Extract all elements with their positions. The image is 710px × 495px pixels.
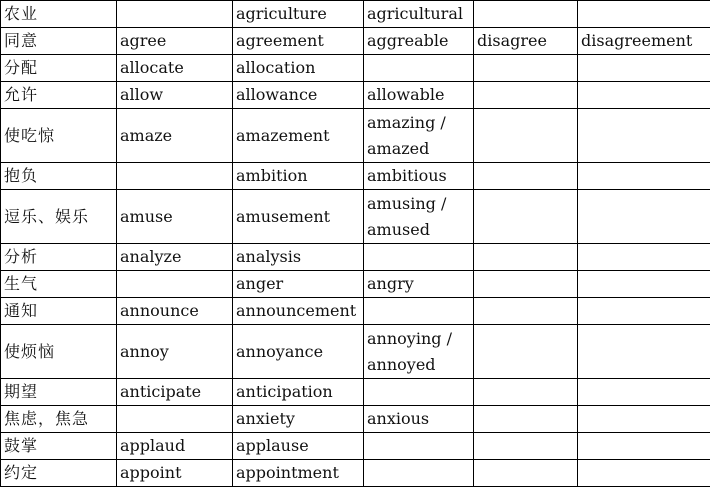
adjective-cell[interactable]: ambitious	[364, 163, 474, 190]
negative-noun-cell[interactable]	[578, 271, 710, 298]
negative-verb-cell[interactable]	[474, 406, 578, 433]
negative-noun-cell[interactable]	[578, 460, 710, 487]
chinese-meaning-cell[interactable]: 鼓掌	[1, 433, 117, 460]
chinese-meaning-cell[interactable]: 逗乐、娱乐	[1, 190, 117, 244]
adjective-cell[interactable]	[364, 460, 474, 487]
chinese-meaning-cell[interactable]: 使吃惊	[1, 109, 117, 163]
table-row	[1, 298, 710, 325]
noun-cell[interactable]: ambition	[233, 163, 364, 190]
negative-verb-cell[interactable]	[474, 190, 578, 244]
verb-cell[interactable]	[117, 1, 233, 28]
table-row	[1, 1, 710, 28]
adjective-cell[interactable]: anxious	[364, 406, 474, 433]
negative-verb-cell[interactable]	[474, 244, 578, 271]
verb-cell[interactable]: allow	[117, 82, 233, 109]
chinese-meaning-cell[interactable]: 抱负	[1, 163, 117, 190]
verb-cell[interactable]: annoy	[117, 325, 233, 379]
chinese-meaning-cell[interactable]: 期望	[1, 379, 117, 406]
negative-noun-cell[interactable]	[578, 433, 710, 460]
noun-cell[interactable]: applause	[233, 433, 364, 460]
verb-cell[interactable]: analyze	[117, 244, 233, 271]
verb-cell[interactable]: amaze	[117, 109, 233, 163]
negative-verb-cell[interactable]: disagree	[474, 28, 578, 55]
adjective-cell[interactable]: annoying / annoyed	[364, 325, 474, 379]
verb-cell[interactable]: appoint	[117, 460, 233, 487]
verb-cell[interactable]: anticipate	[117, 379, 233, 406]
chinese-meaning-cell[interactable]: 允许	[1, 82, 117, 109]
adjective-cell[interactable]	[364, 244, 474, 271]
verb-cell[interactable]: announce	[117, 298, 233, 325]
noun-cell[interactable]: announcement	[233, 298, 364, 325]
adjective-cell[interactable]: allowable	[364, 82, 474, 109]
negative-noun-cell[interactable]	[578, 190, 710, 244]
verb-cell[interactable]: agree	[117, 28, 233, 55]
chinese-meaning-cell[interactable]: 约定	[1, 460, 117, 487]
negative-noun-cell[interactable]	[578, 109, 710, 163]
adjective-cell[interactable]: agricultural	[364, 1, 474, 28]
negative-verb-cell[interactable]	[474, 163, 578, 190]
table-row	[1, 190, 710, 244]
table-row	[1, 163, 710, 190]
negative-noun-cell[interactable]	[578, 163, 710, 190]
chinese-meaning-cell[interactable]: 焦虑，焦急	[1, 406, 117, 433]
negative-verb-cell[interactable]	[474, 325, 578, 379]
noun-cell[interactable]: anger	[233, 271, 364, 298]
negative-noun-cell[interactable]	[578, 379, 710, 406]
negative-verb-cell[interactable]	[474, 433, 578, 460]
noun-cell[interactable]: annoyance	[233, 325, 364, 379]
negative-noun-cell[interactable]	[578, 82, 710, 109]
negative-noun-cell[interactable]	[578, 298, 710, 325]
chinese-meaning-cell[interactable]: 同意	[1, 28, 117, 55]
negative-noun-cell[interactable]	[578, 1, 710, 28]
table-row	[1, 271, 710, 298]
negative-verb-cell[interactable]	[474, 82, 578, 109]
negative-noun-cell[interactable]: disagreement	[578, 28, 710, 55]
verb-cell[interactable]: amuse	[117, 190, 233, 244]
noun-cell[interactable]: amusement	[233, 190, 364, 244]
noun-cell[interactable]: appointment	[233, 460, 364, 487]
table-row	[1, 325, 710, 379]
adjective-cell[interactable]: angry	[364, 271, 474, 298]
noun-cell[interactable]: allocation	[233, 55, 364, 82]
chinese-meaning-cell[interactable]: 分析	[1, 244, 117, 271]
negative-noun-cell[interactable]	[578, 406, 710, 433]
adjective-cell[interactable]	[364, 298, 474, 325]
chinese-meaning-cell[interactable]: 通知	[1, 298, 117, 325]
negative-verb-cell[interactable]	[474, 1, 578, 28]
adjective-cell[interactable]	[364, 379, 474, 406]
negative-noun-cell[interactable]	[578, 325, 710, 379]
noun-cell[interactable]: anxiety	[233, 406, 364, 433]
negative-verb-cell[interactable]	[474, 271, 578, 298]
chinese-meaning-cell[interactable]: 生气	[1, 271, 117, 298]
noun-cell[interactable]: agriculture	[233, 1, 364, 28]
chinese-meaning-cell[interactable]: 分配	[1, 55, 117, 82]
noun-cell[interactable]: analysis	[233, 244, 364, 271]
noun-cell[interactable]: allowance	[233, 82, 364, 109]
negative-verb-cell[interactable]	[474, 109, 578, 163]
table-row	[1, 406, 710, 433]
table-row	[1, 379, 710, 406]
table-row	[1, 460, 710, 487]
table-row	[1, 433, 710, 460]
verb-cell[interactable]	[117, 406, 233, 433]
negative-noun-cell[interactable]	[578, 55, 710, 82]
table-row	[1, 109, 710, 163]
negative-noun-cell[interactable]	[578, 244, 710, 271]
adjective-cell[interactable]: amazing / amazed	[364, 109, 474, 163]
adjective-cell[interactable]: amusing / amused	[364, 190, 474, 244]
noun-cell[interactable]: amazement	[233, 109, 364, 163]
negative-verb-cell[interactable]	[474, 298, 578, 325]
verb-cell[interactable]: applaud	[117, 433, 233, 460]
negative-verb-cell[interactable]	[474, 55, 578, 82]
verb-cell[interactable]	[117, 271, 233, 298]
noun-cell[interactable]: anticipation	[233, 379, 364, 406]
table-row	[1, 244, 710, 271]
verb-cell[interactable]	[117, 163, 233, 190]
table-row	[1, 82, 710, 109]
table-row	[1, 55, 710, 82]
negative-verb-cell[interactable]	[474, 460, 578, 487]
adjective-cell[interactable]: aggreable	[364, 28, 474, 55]
verb-cell[interactable]: allocate	[117, 55, 233, 82]
chinese-meaning-cell[interactable]: 使烦恼	[1, 325, 117, 379]
chinese-meaning-cell[interactable]: 农业	[1, 1, 117, 28]
negative-verb-cell[interactable]	[474, 379, 578, 406]
adjective-cell[interactable]	[364, 55, 474, 82]
noun-cell[interactable]: agreement	[233, 28, 364, 55]
table-row	[1, 28, 710, 55]
adjective-cell[interactable]	[364, 433, 474, 460]
